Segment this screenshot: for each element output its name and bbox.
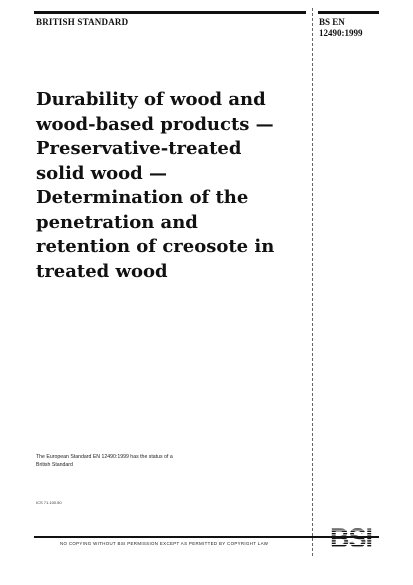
- title-line: treated wood: [36, 260, 168, 282]
- column-divider: [312, 8, 313, 556]
- bsi-logo-text: BSI: [329, 523, 373, 551]
- status-note-line: British Standard: [36, 461, 73, 468]
- ics-code: ICS 71.100.50: [36, 500, 62, 505]
- status-note: [36, 454, 271, 469]
- copyright-notice: NO COPYING WITHOUT BSI PERMISSION EXCEPT AS PERMITTED BY COPYRIGHT LAW: [60, 541, 269, 546]
- title-line: Preservative-treated: [36, 138, 242, 159]
- title-line: solid wood —: [36, 162, 168, 184]
- title-line: wood-based products —: [36, 113, 274, 135]
- status-note-line: The European Standard EN 12490:1999 has the status of a: [36, 454, 173, 460]
- standard-type-label: BRITISH STANDARD: [36, 17, 129, 27]
- standard-code-line2: 12490:1999: [319, 28, 363, 38]
- standard-code: [319, 17, 399, 39]
- title-line: penetration and: [36, 211, 198, 233]
- title-line: retention of creosote in: [36, 236, 275, 257]
- bsi-logo-icon: [326, 521, 376, 551]
- title-line: Determination of the: [36, 187, 249, 208]
- standard-code-line1: BS EN: [319, 17, 345, 27]
- top-rule-right: [318, 11, 379, 14]
- title-line: Durability of wood and: [36, 89, 266, 110]
- document-title: [36, 88, 306, 284]
- top-rule-left: [34, 11, 306, 14]
